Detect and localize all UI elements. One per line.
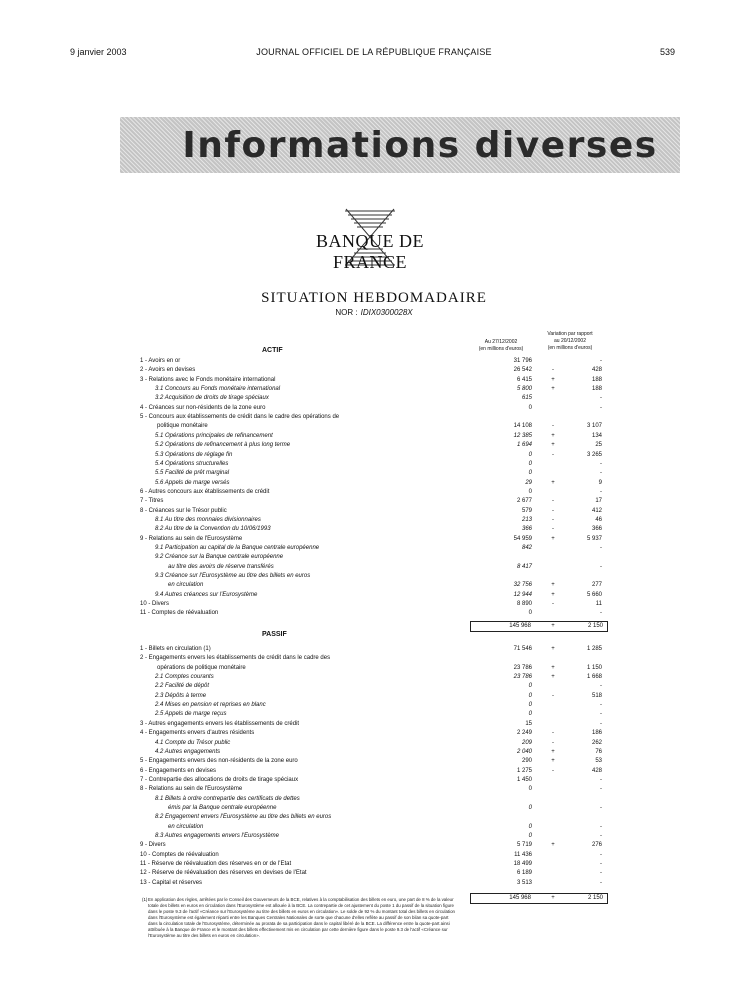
row-variation: 518 — [591, 692, 602, 699]
table-row — [0, 776, 748, 785]
row-value: 0 — [528, 683, 532, 690]
table-row — [0, 609, 748, 618]
row-label: 5.5 Facilité de prêt marginal — [155, 470, 230, 477]
row-variation: 5 660 — [586, 591, 602, 598]
table-row — [0, 422, 748, 431]
row-label: au titre des avoirs de réserve transférés — [168, 563, 274, 570]
row-value: 71 546 — [513, 646, 532, 652]
row-variation: 428 — [591, 767, 602, 774]
nor-reference — [0, 308, 748, 317]
row-sign: - — [552, 507, 554, 514]
row-variation: - — [600, 776, 602, 783]
document-title: SITUATION HEBDOMADAIRE — [261, 290, 487, 306]
row-value: 0 — [528, 786, 532, 793]
table-row — [0, 404, 748, 413]
table-row — [0, 804, 748, 813]
table-row — [0, 851, 748, 860]
table-row — [0, 376, 748, 385]
table-row — [0, 823, 748, 832]
table-row — [0, 645, 748, 654]
page-number: 539 — [660, 47, 676, 57]
row-sign: + — [551, 442, 555, 449]
row-label: 9.3 Créance sur l'Eurosystème au titre des billets en euros — [155, 573, 311, 580]
row-value: 0 — [528, 804, 532, 811]
row-variation: - — [600, 833, 602, 839]
row-label: 7 - Contrepartie des allocations de droits de tirage spéciaux — [140, 776, 299, 783]
row-value: 0 — [528, 451, 532, 458]
variation-header-line: Variation par rapport — [547, 331, 593, 337]
row-variation: - — [600, 870, 602, 877]
row-variation: - — [600, 851, 602, 858]
row-variation: 3 265 — [586, 451, 602, 458]
row-label: en circulation — [168, 582, 204, 589]
row-variation: - — [600, 786, 602, 793]
row-sign: + — [551, 582, 555, 589]
row-label: 2.2 Facilité de dépôt — [155, 683, 210, 690]
actif-heading: ACTIF — [262, 347, 283, 354]
row-label: 10 - Divers — [140, 601, 170, 608]
total-value: 145 968 — [509, 895, 531, 901]
row-label: 8.2 Engagement envers l'Eurosystème au titre des billets en euros — [155, 814, 332, 821]
row-label: opérations de politique monétaire — [157, 664, 246, 671]
row-variation: 11 — [595, 601, 602, 608]
table-row — [0, 879, 748, 888]
row-label: 2.3 Dépôts à terme — [155, 692, 207, 699]
row-label: 5 - Concours aux établissements de crédit dans le cadre des opérations de — [140, 414, 340, 421]
table-row — [0, 591, 748, 600]
row-value: 1 275 — [516, 767, 532, 774]
table-row — [0, 581, 748, 590]
row-value: 290 — [521, 758, 532, 765]
row-variation: 412 — [591, 507, 602, 514]
nor-label: NOR : — [335, 308, 358, 317]
row-variation: - — [600, 460, 602, 467]
row-label: 4.2 Autres engagements — [155, 748, 221, 755]
table-row — [0, 516, 748, 525]
row-variation: 53 — [595, 758, 602, 765]
row-variation: 428 — [591, 367, 602, 374]
row-variation: 5 937 — [586, 535, 602, 542]
table-row — [0, 692, 748, 701]
row-value: 0 — [528, 692, 532, 699]
row-label: 5.3 Opérations de réglage fin — [155, 451, 233, 458]
row-value: 0 — [528, 470, 532, 477]
total-sign: + — [551, 895, 555, 901]
row-value: 6 189 — [516, 870, 532, 877]
row-label: 6 - Autres concours aux établissements de crédit — [140, 488, 270, 495]
table-row — [0, 572, 748, 581]
amount-column-header — [470, 339, 532, 353]
table-row — [0, 729, 748, 738]
row-value: 26 542 — [513, 367, 532, 374]
footnote-text: En application des règles, arrêtées par le Conseil des Gouverneurs de la BCE, relatives à la comptabilisation des billets en euro, une part de 8 % de la valeur totale des billets en euros en circulation dans l'Eurosystème est allouée à la BCE. La contrepartie de cet ajustement du poste 1 du passif de la situation figure dans le poste 9.3 de l'actif «Créance sur l'Eurosystème au titre des billets en euros en circulation». Le solde de 92 % du montant total des billets en circulation dans l'Eurosystème est également réparti entre les Banques Centrales Nationales de sorte que chacune d'elles reflète au passif de son bilan sa quote-part dans la circulation totale de l'Eurosystème, déterminée au prorata de sa participation dans le capital libéré de la BCE. La différence entre la quote-part ainsi attribuée à la Banque de France et le montant des billets effectivement mis en circulation par cette dernière figure dans le poste 9.3 de l'actif «Créance sur l'Eurosystème au titre des billets en euros en circulation». — [148, 897, 455, 938]
table-row — [0, 507, 748, 516]
table-row — [0, 544, 748, 553]
banque-de-france-logo — [260, 207, 480, 272]
table-row — [0, 366, 748, 375]
row-value: 2 040 — [516, 748, 532, 755]
row-value: 14 108 — [513, 423, 532, 430]
row-label: 11 - Réserve de réévaluation des réserves en or de l'Etat — [140, 861, 292, 868]
row-label: 3.1 Concours au Fonds monétaire international — [155, 386, 281, 393]
row-label: 4 - Engagements envers d'autres résidents — [140, 730, 255, 737]
total-variation: 2 150 — [587, 623, 603, 629]
row-value: 23 786 — [513, 664, 532, 671]
table-row — [0, 357, 748, 366]
table-row — [0, 701, 748, 710]
row-value: 0 — [528, 404, 532, 411]
table-row — [0, 600, 748, 609]
row-label: 8.3 Autres engagements envers l'Eurosystème — [155, 833, 279, 839]
row-value: 1 450 — [516, 776, 532, 783]
row-variation: 366 — [591, 526, 602, 533]
table-row — [0, 525, 748, 534]
row-value: 2 677 — [516, 498, 532, 505]
row-sign: + — [551, 432, 555, 439]
table-row — [0, 432, 748, 441]
table-row — [0, 767, 748, 776]
table-row — [0, 869, 748, 878]
row-variation: - — [600, 720, 602, 727]
row-variation: - — [600, 610, 602, 617]
row-label: 8.1 Au titre des monnaies divisionnaires — [155, 516, 261, 523]
row-label: 4 - Créances sur non-résidents de la zone euro — [140, 404, 266, 411]
row-sign: + — [551, 664, 555, 671]
row-label: émis par la Banque centrale européenne — [168, 804, 277, 811]
table-row — [0, 795, 748, 804]
row-variation: 188 — [591, 386, 602, 393]
header-date: 9 janvier 2003 — [70, 47, 127, 57]
row-label: 5.4 Opérations structurelles — [155, 460, 229, 467]
row-sign: - — [552, 739, 554, 746]
row-variation: 277 — [591, 582, 602, 589]
row-variation: - — [600, 358, 602, 364]
row-value: 23 786 — [513, 674, 532, 681]
row-label: 3.2 Acquisition de droits de tirage spéciaux — [155, 395, 269, 402]
table-row — [0, 664, 748, 673]
row-variation: 134 — [591, 432, 602, 439]
table-row — [0, 860, 748, 869]
journal-title: JOURNAL OFFICIEL DE LA RÉPUBLIQUE FRANÇAISE — [256, 47, 492, 57]
row-sign: - — [552, 367, 554, 374]
row-variation: 9 — [598, 479, 602, 486]
row-variation: 276 — [591, 842, 602, 849]
row-sign: + — [551, 479, 555, 486]
row-value: 32 756 — [513, 582, 532, 589]
row-label: 1 - Avoirs en or — [140, 358, 181, 364]
row-label: 10 - Comptes de réévaluation — [140, 851, 219, 858]
amount-header-line: (en millions d'euros) — [478, 346, 524, 352]
row-value: 213 — [521, 516, 532, 523]
row-label: 8 - Relations au sein de l'Eurosystème — [140, 786, 243, 793]
row-value: 366 — [521, 526, 532, 533]
row-variation: 3 107 — [586, 423, 602, 430]
table-row — [0, 394, 748, 403]
table-row — [0, 385, 748, 394]
row-variation: - — [600, 861, 602, 868]
row-value: 579 — [521, 507, 532, 514]
row-label: 8.2 Au titre de la Convention du 10/06/1993 — [155, 526, 271, 533]
table-row — [0, 553, 748, 562]
logo-text: BANQUE DE FRANCE — [316, 231, 424, 272]
table-row — [0, 720, 748, 729]
row-variation: - — [600, 404, 602, 411]
nor-value: IDIX0300028X — [360, 308, 413, 317]
row-label: 4.1 Compte du Trésor public — [155, 739, 231, 746]
variation-column-header — [535, 331, 605, 352]
row-value: 12 385 — [513, 432, 532, 439]
row-variation: - — [600, 545, 602, 551]
row-value: 2 249 — [516, 730, 532, 737]
table-row — [0, 451, 748, 460]
row-value: 0 — [528, 610, 532, 617]
row-sign: + — [551, 758, 555, 765]
row-value: 615 — [521, 395, 532, 402]
row-label: 9 - Divers — [140, 842, 166, 849]
table-row — [0, 710, 748, 719]
row-label: 5.1 Opérations principales de refinancement — [155, 432, 273, 439]
row-variation: - — [600, 804, 602, 811]
row-label: en circulation — [168, 823, 204, 830]
row-sign: - — [552, 423, 554, 430]
row-label: 2 - Engagements envers les établissements de crédit dans le cadre des — [140, 655, 331, 662]
row-variation: 25 — [595, 442, 602, 449]
table-row — [0, 497, 748, 506]
row-variation: 76 — [595, 748, 602, 755]
row-sign: + — [551, 842, 555, 849]
row-value: 18 499 — [513, 861, 532, 868]
total-value: 145 968 — [509, 623, 531, 629]
row-sign: - — [552, 767, 554, 774]
total-variation: 2 150 — [587, 895, 603, 901]
row-value: 29 — [525, 479, 532, 486]
table-row — [0, 469, 748, 478]
row-value: 0 — [528, 711, 532, 718]
actif-total — [470, 621, 608, 632]
row-label: 11 - Comptes de réévaluation — [140, 610, 219, 617]
row-variation: - — [600, 488, 602, 495]
row-sign: - — [552, 526, 554, 533]
row-value: 54 959 — [513, 535, 532, 542]
row-value: 15 — [525, 720, 532, 727]
table-row — [0, 535, 748, 544]
table-row — [0, 757, 748, 766]
row-sign: + — [551, 535, 555, 542]
row-variation: 1 285 — [586, 646, 602, 652]
row-label: 1 - Billets en circulation (1) — [140, 646, 211, 652]
row-label: 7 - Titres — [140, 498, 164, 505]
row-label: 12 - Réserve de réévaluation des réserves en devises de l'Etat — [140, 870, 307, 877]
row-value: 8 890 — [516, 601, 532, 608]
total-sign: + — [551, 623, 555, 629]
row-label: 13 - Capital et réserves — [140, 879, 203, 886]
row-variation: - — [600, 823, 602, 830]
row-variation: - — [600, 702, 602, 709]
row-value: 3 513 — [516, 879, 532, 886]
row-value: 0 — [528, 488, 532, 495]
row-variation: - — [600, 711, 602, 718]
amount-header-line: Au 27/12/2002 — [484, 339, 518, 345]
row-sign: + — [551, 674, 555, 681]
row-label: 5.6 Appels de marge versés — [155, 479, 230, 486]
row-value: 6 415 — [516, 376, 532, 383]
row-value: 0 — [528, 460, 532, 467]
table-row — [0, 488, 748, 497]
row-sign: - — [552, 498, 554, 505]
row-sign: - — [552, 451, 554, 458]
table-row — [0, 654, 748, 663]
row-label: 9 - Relations au sein de l'Eurosystème — [140, 535, 243, 542]
row-variation: 188 — [591, 376, 602, 383]
table-row — [0, 813, 748, 822]
row-value: 31 796 — [513, 358, 532, 364]
row-value: 0 — [528, 702, 532, 709]
table-row — [0, 748, 748, 757]
row-sign: + — [551, 591, 555, 598]
table-row — [0, 413, 748, 422]
row-variation: - — [600, 470, 602, 477]
passif-total — [470, 893, 608, 904]
table-row — [0, 841, 748, 850]
row-sign: - — [552, 516, 554, 523]
table-row — [0, 479, 748, 488]
row-value: 5 800 — [516, 386, 532, 393]
row-sign: + — [551, 748, 555, 755]
row-value: 0 — [528, 833, 532, 839]
table-row — [0, 441, 748, 450]
row-value: 8 417 — [516, 563, 532, 570]
row-sign: - — [552, 730, 554, 737]
row-variation: 1 668 — [586, 674, 602, 681]
row-value: 1 694 — [516, 442, 532, 449]
row-variation: - — [600, 879, 602, 886]
table-row — [0, 673, 748, 682]
row-label: 2.1 Comptes courants — [155, 674, 214, 681]
banner-title: Informations diverses — [182, 124, 658, 166]
row-value: 5 719 — [516, 842, 532, 849]
row-variation: - — [600, 563, 602, 570]
row-variation: 46 — [595, 516, 602, 523]
row-variation: 262 — [591, 739, 602, 746]
row-label: 6 - Engagements en devises — [140, 767, 217, 774]
row-label: 2.5 Appels de marge reçus — [155, 711, 227, 718]
row-label: 2 - Avoirs en devises — [140, 367, 196, 374]
table-row — [0, 682, 748, 691]
row-label: 5.2 Opérations de refinancement à plus long terme — [155, 442, 291, 449]
variation-header-line: (en millions d'euros) — [547, 345, 593, 351]
table-row — [0, 563, 748, 572]
row-variation: 186 — [591, 730, 602, 737]
row-sign: + — [551, 646, 555, 652]
row-value: 12 944 — [513, 591, 532, 598]
row-sign: - — [552, 692, 554, 699]
table-row — [0, 785, 748, 794]
row-value: 11 436 — [514, 851, 532, 858]
row-value: 0 — [528, 823, 532, 830]
row-label: 8.1 Billets à ordre contrepartie des certificats de dettes — [155, 795, 300, 802]
row-sign: - — [552, 601, 554, 608]
row-label: 9.4 Autres créances sur l'Eurosystème — [155, 591, 258, 598]
row-label: 3 - Relations avec le Fonds monétaire international — [140, 376, 276, 383]
row-label: 3 - Autres engagements envers les établissements de crédit — [140, 720, 300, 727]
variation-header-line: au 20/12/2002 — [554, 338, 586, 344]
table-row — [0, 460, 748, 469]
row-value: 842 — [521, 545, 532, 551]
row-label: politique monétaire — [157, 423, 208, 430]
row-sign: + — [551, 386, 555, 393]
row-label: 2.4 Mises en pension et reprises en blanc — [155, 702, 266, 709]
row-sign: + — [551, 376, 555, 383]
row-label: 5 - Engagements envers des non-résidents de la zone euro — [140, 758, 298, 765]
table-row — [0, 832, 748, 841]
passif-heading: PASSIF — [262, 631, 287, 638]
row-value: 209 — [521, 739, 532, 746]
row-variation: 17 — [595, 498, 602, 505]
row-variation: - — [600, 395, 602, 402]
section-banner — [120, 117, 680, 173]
table-row — [0, 739, 748, 748]
footnote-mark: (1) — [142, 897, 148, 902]
row-label: 9.2 Créance sur la Banque centrale européenne — [155, 554, 284, 561]
row-variation: - — [600, 683, 602, 690]
row-label: 9.1 Participation au capital de la Banque centrale européenne — [155, 545, 320, 551]
row-label: 8 - Créances sur le Trésor public — [140, 507, 227, 514]
row-variation: 1 150 — [586, 664, 602, 671]
